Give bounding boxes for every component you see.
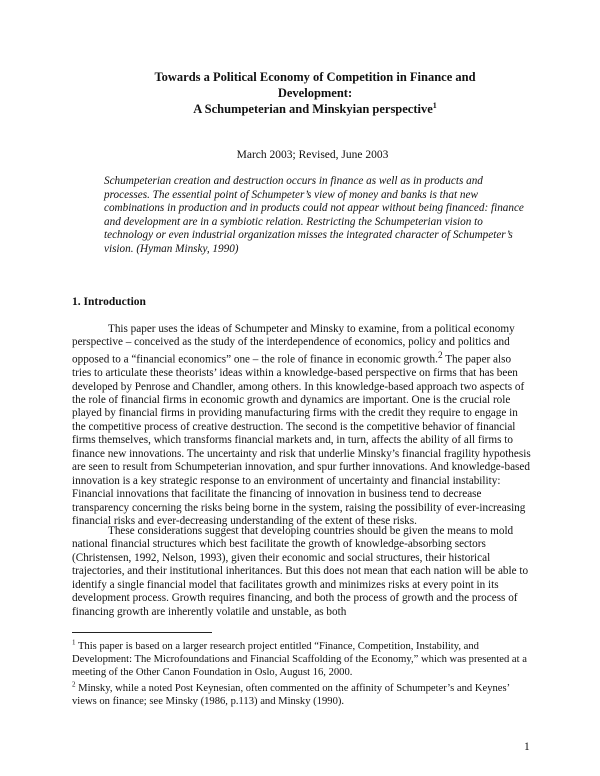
body-paragraph-1 bbox=[72, 323, 532, 529]
footnote-1-text: This paper is based on a larger research project entitled “Finance, Competition, Instability, and Development: The Microfoundations and Financial Scaffolding of the Economy,” which was presented at a meeting of the Other Canon Foundation in Oslo, August 16, 2000. bbox=[72, 641, 527, 679]
title-line-1: Towards a Political Economy of Competition in Finance and bbox=[154, 70, 476, 84]
footnote-divider bbox=[72, 632, 212, 633]
date-line: March 2003; Revised, June 2003 bbox=[236, 149, 389, 161]
paragraph-1-footnote-mark: 2 bbox=[437, 350, 443, 361]
paper-title bbox=[100, 69, 530, 117]
footnote-2 bbox=[72, 682, 532, 708]
title-line-3: A Schumpeterian and Minskyian perspective bbox=[193, 102, 433, 116]
epigraph-quote: Schumpeterian creation and destruction occurs in finance as well as in products and processes. The essential point of Schumpeter’s view of money and banks is that new combinations in production and in products could not appear without being financed: finance and development are in a symbiotic relation. Restricting the Schumpeterian vision to technology or even industrial organization misses the integrated character of Schumpeter’s vision. (Hyman Minsky, 1990) bbox=[104, 175, 524, 255]
footnote-1 bbox=[72, 640, 532, 680]
page-number: 1 bbox=[524, 741, 530, 753]
footnote-2-text: Minsky, while a noted Post Keynesian, often commented on the affinity of Schumpeter’s and Keynes’ views on finance; see Minsky (1986, p.113) and Minsky (1990). bbox=[72, 683, 510, 708]
title-footnote-mark: 1 bbox=[432, 100, 437, 110]
section-heading: 1. Introduction bbox=[72, 296, 146, 308]
footnote-2-mark: 2 bbox=[72, 680, 76, 689]
footnote-1-mark: 1 bbox=[72, 638, 76, 647]
paragraph-1-text-b: The paper also tries to articulate these theorists’ ideas within a knowledge-based perspective on firms that has been developed by Penrose and Chandler, among others. In this knowledge-based approach two aspects of the role of financial firms in economic growth and dynamics are important. One is the crucial role played by financial firms in providing manufacturing firms with the credit they require to engage in the competitive process of creative destruction. The second is the competitive behavior of financial firms themselves, which transforms financial markets and, in turn, affects the ability of all firms to finance new innovations. The uncertainty and risk that underlie Minsky’s financial fragility hypothesis are seen to result from Schumpeterian innovation, and spur further innovations. And knowledge-based innovation is a key strategic response to an environment of uncertainty and financial instability: Financial innovations that facilitate the financing of innovation in business tend to decrease transparency concerning the risks being borne in the system, raising the possibility of ever-increasing financial risks and ever-decreasing understanding of the extent of these risks. bbox=[72, 353, 531, 528]
body-paragraph-2: These considerations suggest that developing countries should be given the means to mold national financial structures which best facilitate the growth of knowledge-absorbing sectors (Christensen, 1992, Nelson, 1993), given their economic and social structures, their historical trajectories, and their institutional inheritances. But this does not mean that each nation will be able to identify a single financial model that facilitates growth and minimizes risks at every point in its development process. Growth requires financing, and both the process of growth and the process of financing growth are inherently volatile and unstable, as both bbox=[72, 525, 529, 618]
title-line-2: Development: bbox=[277, 86, 353, 100]
paragraph-1-text-a: This paper uses the ideas of Schumpeter and Minsky to examine, from a political economy perspective – conceived as the study of the interdependence of economics, policy and politics and opposed to a “financial economics” one – the role of finance in economic growth. bbox=[72, 323, 515, 366]
